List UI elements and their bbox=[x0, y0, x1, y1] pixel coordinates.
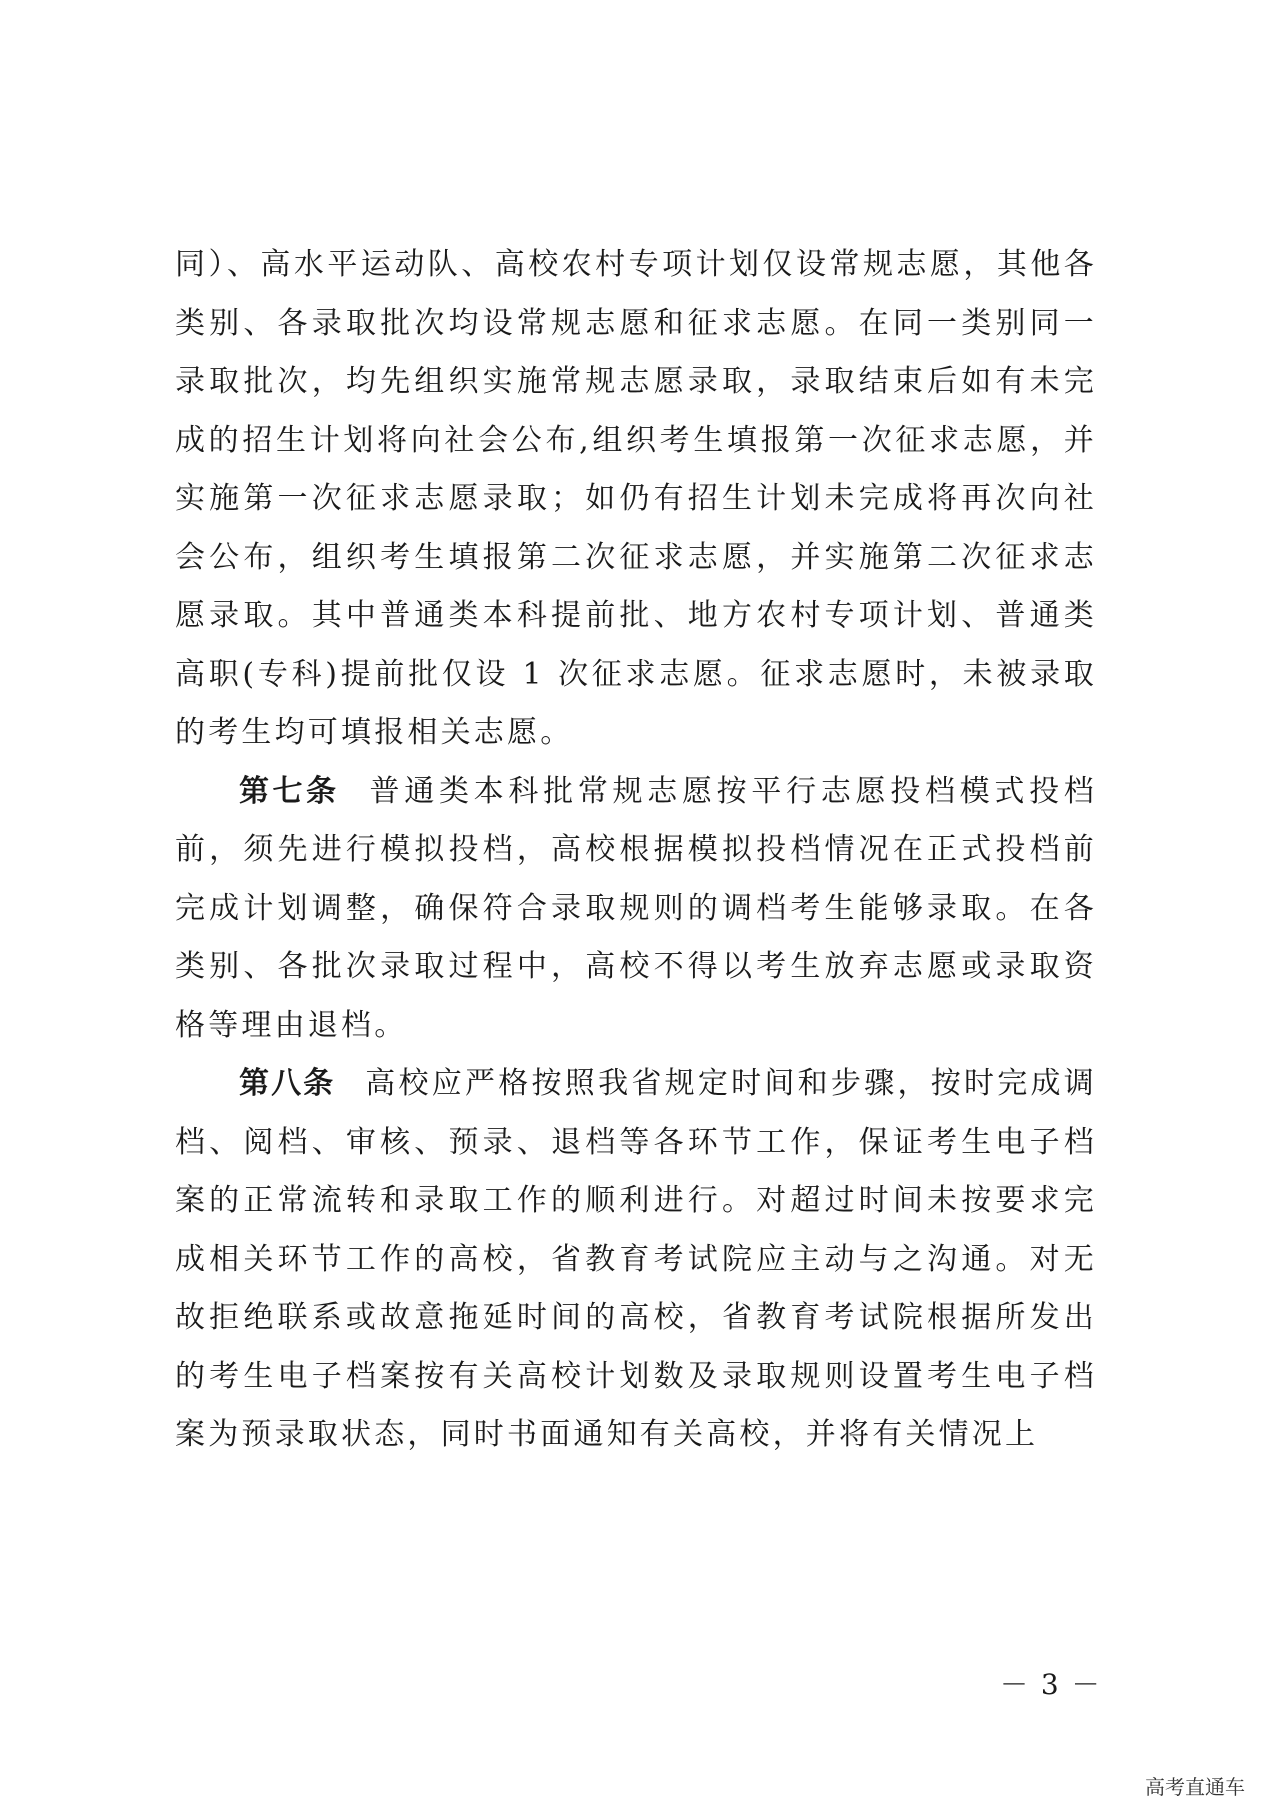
article-heading: 第八条 bbox=[239, 1066, 336, 1101]
page-number: － 3 － bbox=[1000, 1668, 1102, 1701]
paragraph-text: 高校应严格按照我省规定时间和步骤，按时完成调档、阅档、审核、预录、退档等各环节工作，保证考生电子档案的正常流转和录取工作的顺利进行。对超过时间未按要求完成相关环节工作的高校，省教育考试院应主动与之沟通。对无故拒绝联系或故意拖延时间的高校，省教育考试院根据所发出的考生电子档案按有关高校计划数及录取规则设置考生电子档案为预录取状态，同时书面通知有关高校，并将有关情况上 bbox=[175, 1066, 1097, 1452]
watermark-text: 高考直通车 bbox=[1145, 1775, 1245, 1799]
paragraph-text: 同）、高水平运动队、高校农村专项计划仅设常规志愿，其他各类别、各录取批次均设常规志愿和征求志愿。在同一类别同一录取批次，均先组织实施常规志愿录取，录取结束后如有未完成的招生计划将向社会公布,组织考生填报第一次征求志愿，并实施第一次征求志愿录取；如仍有招生计划未完成将再次向社会公布，组织考生填报第二次征求志愿，并实施第二次征求志愿录取。其中普通类本科提前批、地方农村专项计划、普通类高职(专科)提前批仅设 1 次征求志愿。征求志愿时，未被录取的考生均可填报相关志愿。 bbox=[175, 247, 1097, 750]
document-body bbox=[175, 236, 1097, 1465]
paragraph-continued bbox=[175, 236, 1097, 763]
paragraph-article-8 bbox=[175, 1055, 1097, 1465]
article-heading: 第七条 bbox=[239, 773, 340, 809]
paragraph-article-7 bbox=[175, 763, 1097, 1056]
paragraph-text: 普通类本科批常规志愿按平行志愿投档模式投档前，须先进行模拟投档，高校根据模拟投档情况在正式投档前完成计划调整，确保符合录取规则的调档考生能够录取。在各类别、各批次录取过程中，高校不得以考生放弃志愿或录取资格等理由退档。 bbox=[175, 773, 1098, 1043]
